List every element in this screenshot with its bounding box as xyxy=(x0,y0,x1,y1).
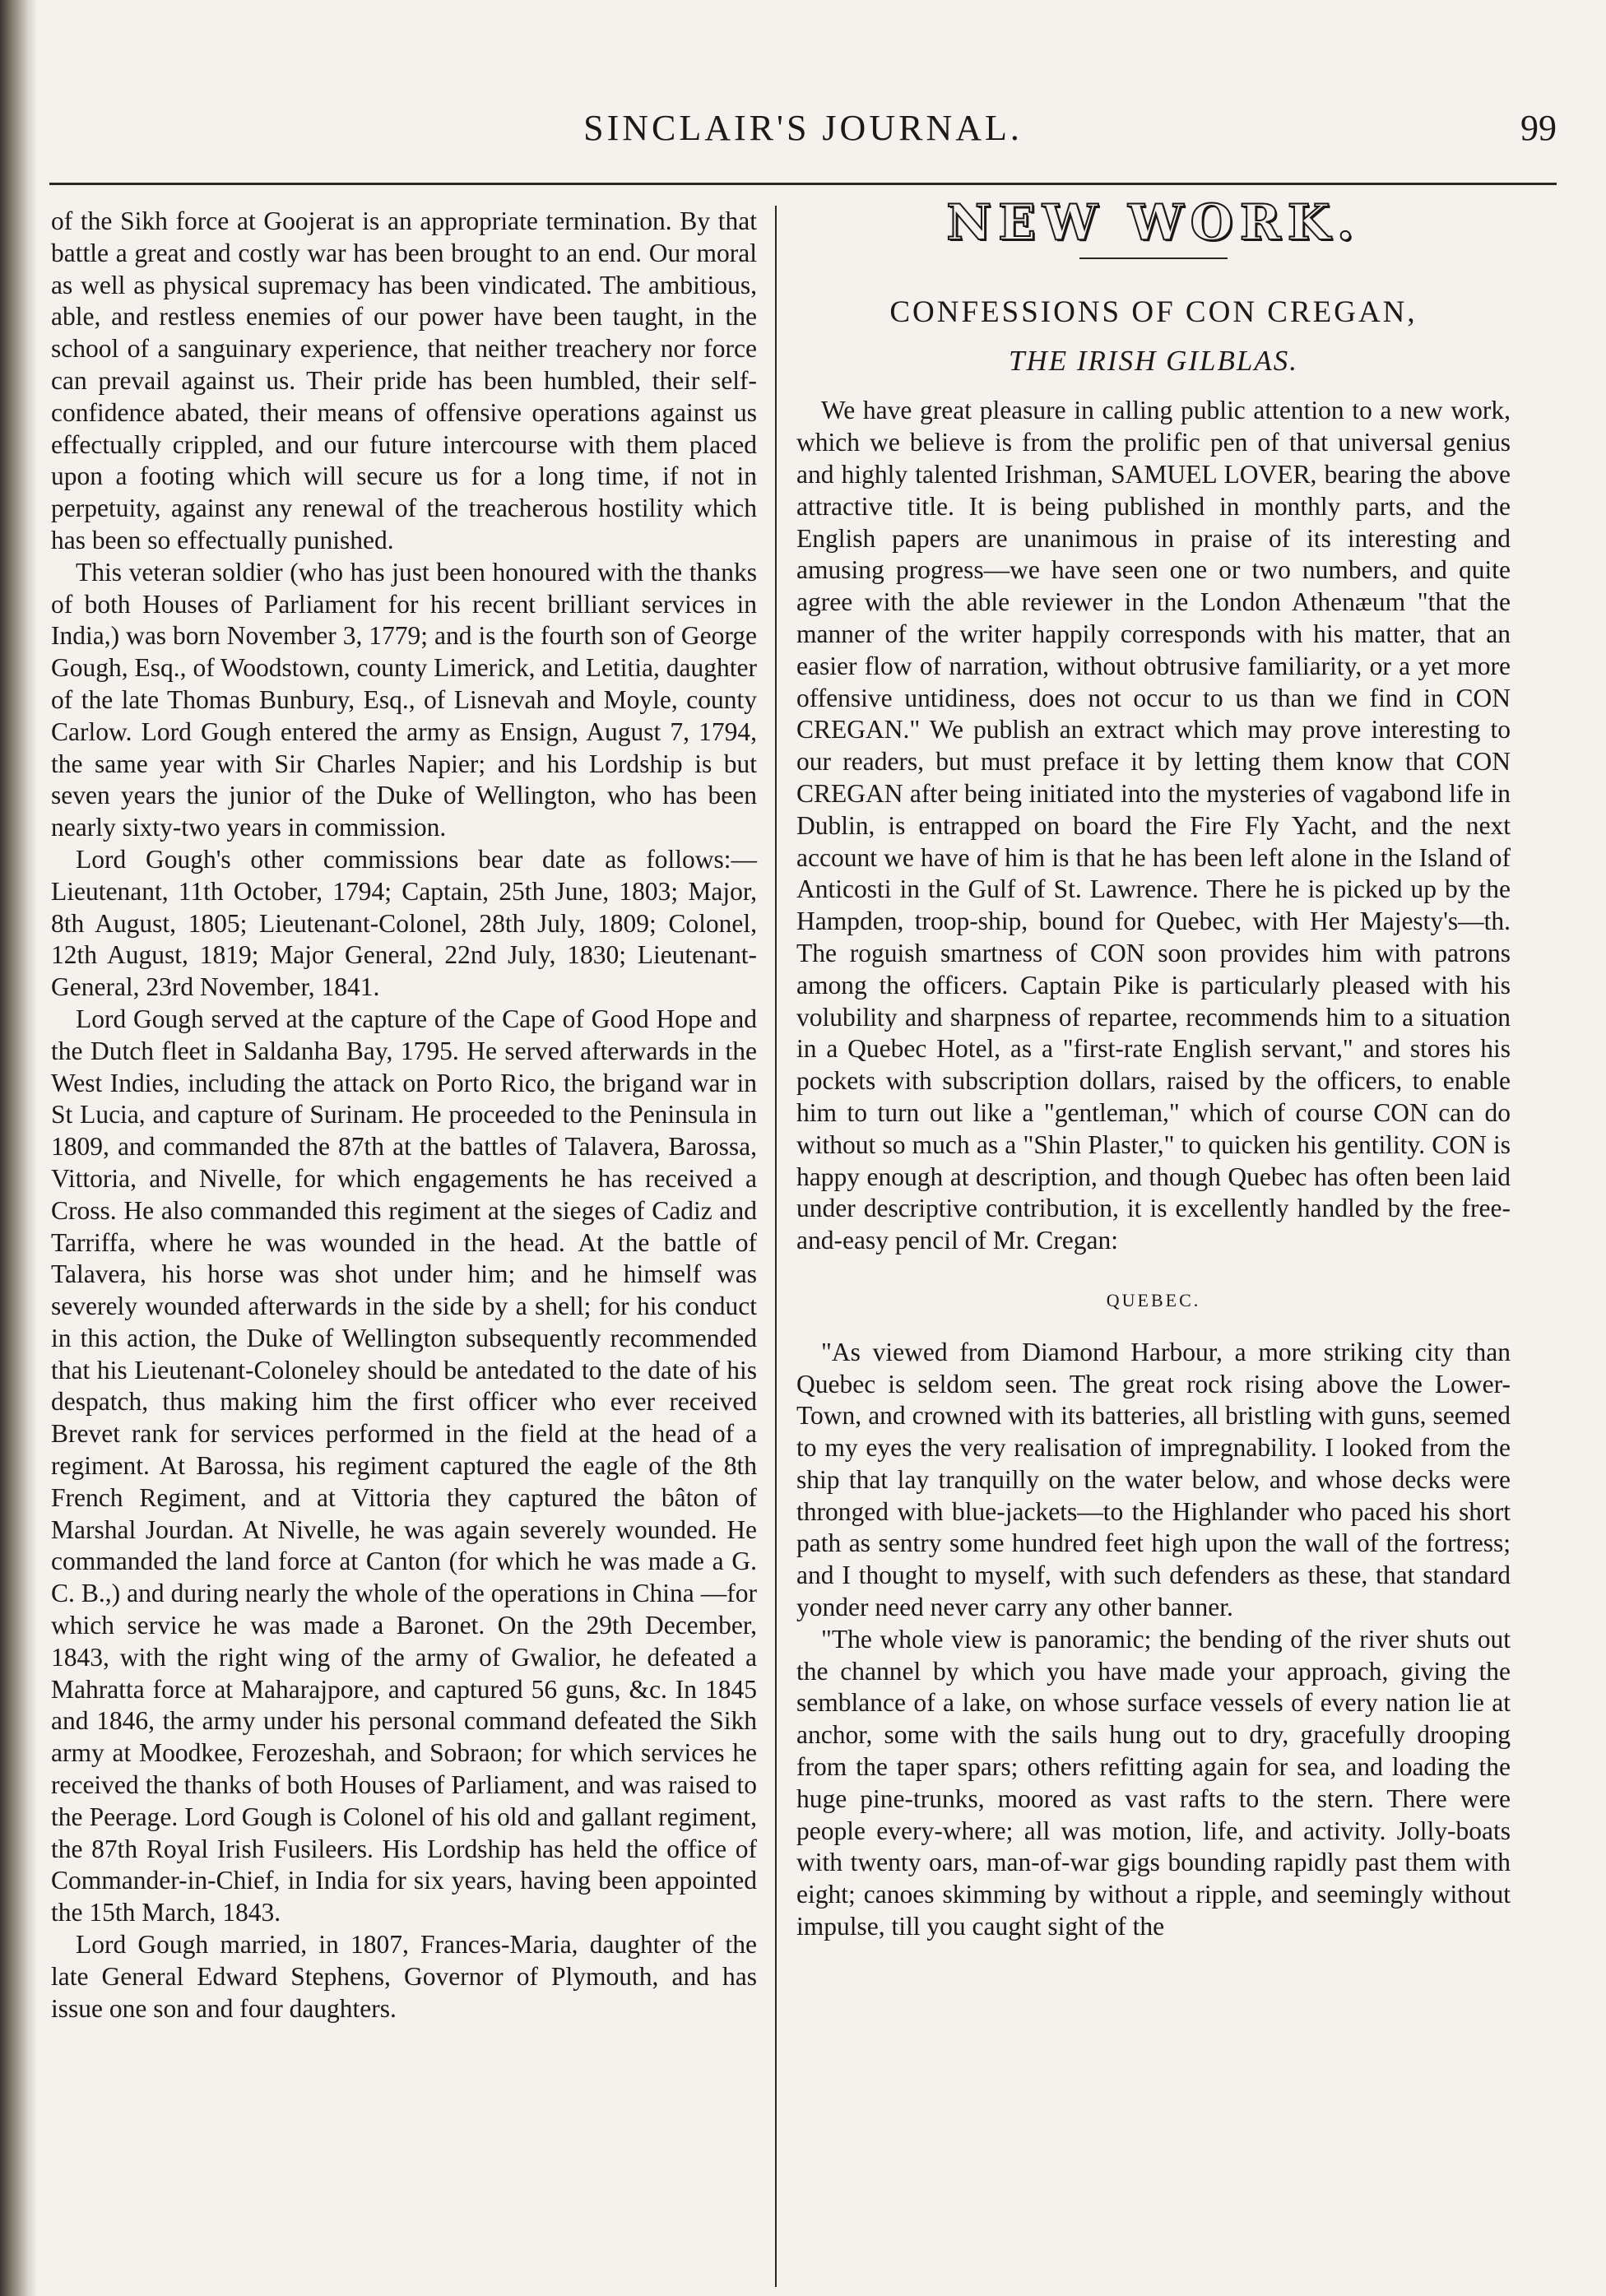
header-rule xyxy=(49,183,1557,185)
page-header xyxy=(49,107,1557,173)
section-rule xyxy=(1079,257,1228,259)
subhead: QUEBEC. xyxy=(1106,1289,1201,1310)
running-head: SINCLAIR'S JOURNAL. xyxy=(583,108,1023,148)
article-title: CONFESSIONS OF CON CREGAN, xyxy=(889,295,1418,329)
page-number: 99 xyxy=(1520,108,1557,148)
section-title: NEW WORK. xyxy=(946,194,1361,252)
right-paragraph: "The whole view is panoramic; the bending of the river shuts out the channel by which you have made your approach, giving the semblance of a lake, on whose surface vessels of every nation lie at anchor, some with the sails hung out to dry, gracefully drooping from the taper spars; others refitting again for sea, and loading the huge pine-trunks, moored as vast rafts to the stern. There were people every-where; all was motion, life, and activity. Jolly-boats with twenty oars, man-of-war gigs bounding rapidly past them with eight; canoes skimming by without a ripple, and seemingly without impulse, till you caught sight of the xyxy=(796,1624,1511,1941)
right-paragraph: "As viewed from Diamond Harbour, a more striking city than Quebec is seldom seen. The great rock rising above the Lower-Town, and crowned with its batteries, all bristling with guns, seemed to my eyes the very realisation of impregnability. I looked from the ship that lay tranquilly on the water below, and whose decks were thronged with blue-jackets—to the Highlander who paced his short path as sentry some hundred feet high upon the wall of the fortress; and I thought to myself, with such defenders as these, that standard yonder need never carry any other banner. xyxy=(796,1337,1511,1622)
left-paragraph: Lord Gough married, in 1807, Frances-Maria, daughter of the late General Edward Stephens, Governor of Plymouth, and has issue one son and four daughters. xyxy=(51,1930,757,2023)
column-divider xyxy=(775,206,777,2287)
intro-paragraph: We have great pleasure in calling public attention to a new work, which we believe is from the prolific pen of that universal genius and highly talented Irishman, SAMUEL LOVER, bearing the above attractive title. It is being published in monthly parts, and the English papers are unanimous in praise of its interesting and amusing progress—we have seen one or two numbers, and quite agree with the able reviewer in the London Athenæum "that the manner of the writer happily corresponds with his matter, that an easier flow of narration, without obtrusive familiarity, or a yet more offensive untidiness, does not occur to us than we find in CON CREGAN." We publish an extract which may prove interesting to our readers, but must preface it by letting them know that CON CREGAN after being initiated into the mysteries of vagabond life in Dublin, is entrapped on board the Fire Fly Yacht, and the next account we have of him is that he has been left alone in the Island of Anticosti in the Gulf of St. Lawrence. There he is picked up by the Hampden, troop-ship, bound for Quebec, with Her Majesty's—th. The roguish smartness of CON soon provides him with patrons among the officers. Captain Pike is particularly pleased with his volubility and sharpness of repartee, recommends him to a situation in a Quebec Hotel, as a "first-rate English servant," and stores his pockets with subscription dollars, raised by the officers, to enable him to turn out like a "gentleman," which of course CON can do without so much as a "Shin Plaster," to quicken his gentility. CON is happy enough at description, and though Quebec has often been laid under descriptive contribution, it is excellently handled by the free-and-easy pencil of Mr. Cregan: xyxy=(796,396,1511,1255)
page-binding-shadow xyxy=(0,0,38,2296)
right-column xyxy=(796,194,1511,1943)
left-paragraph: Lord Gough served at the capture of the Cape of Good Hope and the Dutch fleet in Saldanha Bay, 1795. He served afterwards in the West Indies, including the attack on Porto Rico, the brigand war in St Lucia, and capture of Surinam. He proceeded to the Peninsula in 1809, and commanded the 87th at the battles of Talavera, Barossa, Vittoria, and Nivelle, for which engagements he has received a Cross. He also commanded this regiment at the sieges of Cadiz and Tarriffa, where he was wounded in the head. At the battle of Talavera, his horse was shot under him; and he himself was severely wounded afterwards in the side by a shell; for his conduct in this action, the Duke of Wellington subsequently recommended that his Lieutenant-Coloneley should be antedated to the date of his despatch, thus making him the first officer who ever received Brevet rank for services performed in the field at the head of a regiment. At Barossa, his regiment captured the eagle of the 8th French Regiment, and at Vittoria they captured the bâton of Marshal Jourdan. At Nivelle, he was again severely wounded. He commanded the land force at Canton (for which he was made a G. C. B.,) and during nearly the whole of the operations in China —for which service he was made a Baronet. On the 29th December, 1843, with the right wing of the army of Gwalior, he defeated a Mahratta force at Maharajpore, and captured 56 guns, &c. In 1845 and 1846, the army under his personal command defeated the Sikh army at Moodkee, Ferozeshah, and Sobraon; for which services he received the thanks of both Houses of Parliament, and was raised to the Peerage. Lord Gough is Colonel of his old and gallant regiment, the 87th Royal Irish Fusileers. His Lordship has held the office of Commander-in-Chief, in India for six years, having been appointed the 15th March, 1843. xyxy=(51,1004,757,1927)
left-column xyxy=(51,206,757,2025)
left-paragraph: of the Sikh force at Goojerat is an appropriate termination. By that battle a great and costly war has been brought to an end. Our moral as well as physical supremacy has been vindicated. The ambitious, able, and restless enemies of our power have been taught, in the school of a sanguinary experience, that neither treachery nor force can prevail against us. Their pride has been humbled, their self-confidence abated, their means of offensive operations against us effectually crippled, and our future intercourse with them placed upon a footing which will secure us for a long time, if not in perpetuity, against any renewal of the treacherous hostility which has been so effectually punished. xyxy=(51,206,757,554)
left-paragraph: Lord Gough's other commissions bear date as follows:—Lieutenant, 11th October, 1794; Captain, 25th June, 1803; Major, 8th August, 1805; Lieutenant-Colonel, 28th July, 1809; Colonel, 12th August, 1819; Major General, 22nd July, 1830; Lieutenant-General, 23rd November, 1841. xyxy=(51,844,757,1002)
left-paragraph: This veteran soldier (who has just been honoured with the thanks of both Houses of Parliament for his recent brilliant services in India,) was born November 3, 1779; and is the fourth son of George Gough, Esq., of Woodstown, county Limerick, and Letitia, daughter of the late Thomas Bunbury, Esq., of Lisnevah and Moyle, county Carlow. Lord Gough entered the army as Ensign, August 7, 1794, the same year with Sir Charles Napier; and his Lordship is but seven years the junior of the Duke of Wellington, who has been nearly sixty-two years in commission. xyxy=(51,557,757,842)
article-subtitle: THE IRISH GILBLAS. xyxy=(1009,344,1298,377)
